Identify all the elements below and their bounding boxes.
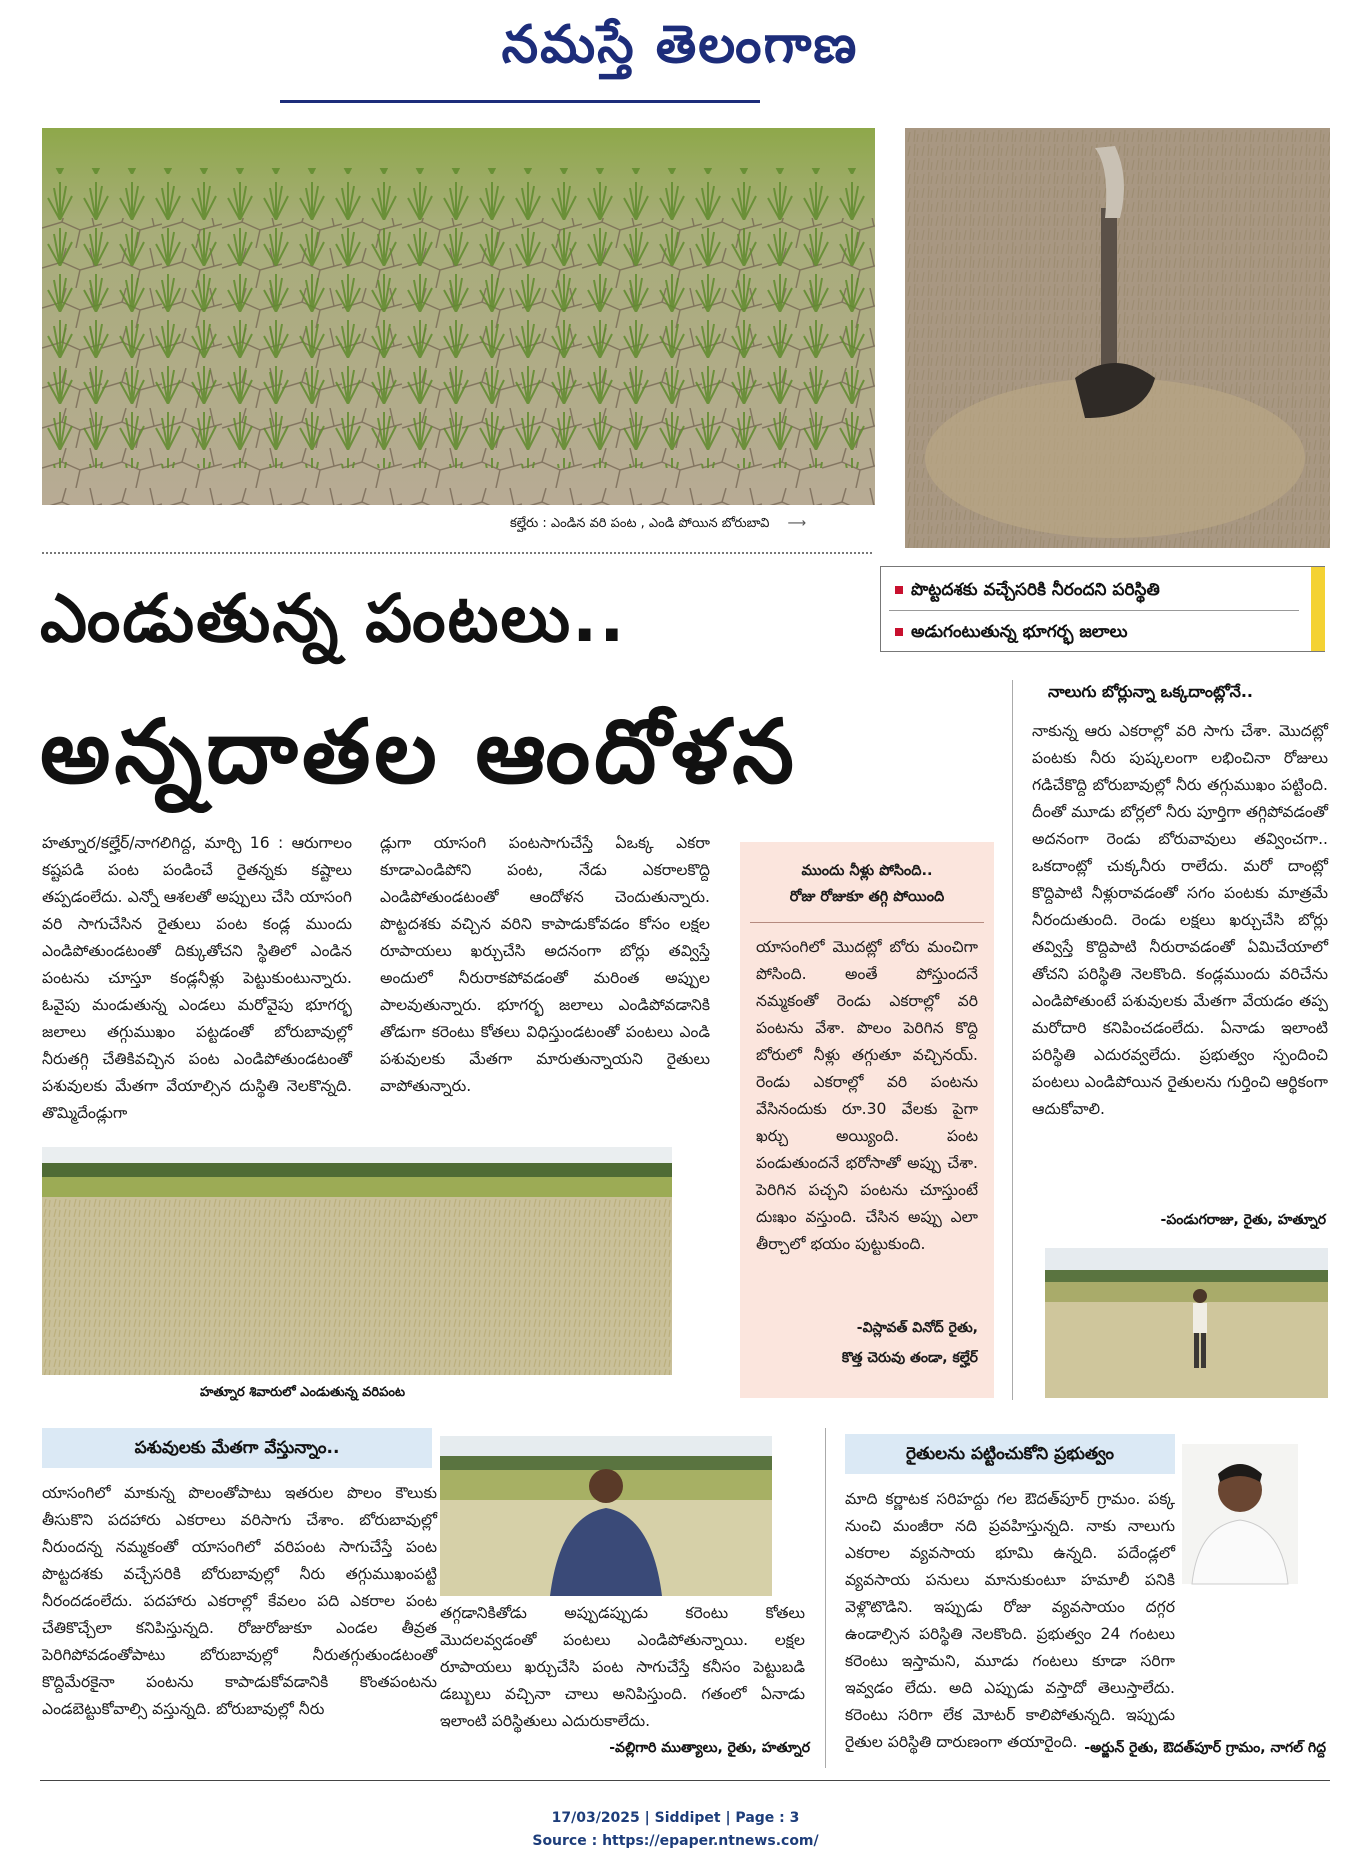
- bottom-left-text: యాసంగిలో మాకున్న పొలంతోపాటు ఇతరుల పొలం కౌలుకు తీసుకొని పదహారు ఎకరాలు వరిసాగు చేశాం. బోరుబావుల్లో నీరుందన్న నమ్మకంతో యాసంగిలో వరిపంట సాగుచేస్తే పంట పొట్టదశకు వచ్చేసరికి బోరుబావుల్లో నీరు తగ్గుముఖంపట్టి నీరందడంలేదు. పదహారు ఎకరాల్లో కేవలం పది ఎకరాల పంట చేతికొచ్చేలా కనిపిస్తున్నది. రోజురోజుకూ ఎండల తీవ్రత పెరిగిపోవడంతోపాటు బోరుబావుల్లో నీరుతగ్గుతుండటంతో కొద్దిమేరకైనా పంటను కాపాడుకోవడానికి కొంతపంటను ఎండబెట్టుకోవాల్సి వస్తున్నది. బోరుబావుల్లో నీరు: [42, 1484, 437, 1718]
- photo-drying-paddy-hatnoora: [42, 1147, 672, 1375]
- highlights-box: [880, 566, 1325, 652]
- right-story-byline: -పండుగరాజు, రైతు, హత్నూర: [1160, 1212, 1326, 1228]
- bottom-right-body: [845, 1486, 1175, 1751]
- main-story-col2: [380, 830, 710, 1130]
- photo-caption-top: [510, 516, 806, 534]
- section-head-government-neglect: రైతులను పట్టించుకోని ప్రభుత్వం: [845, 1434, 1175, 1474]
- bottom-left-byline: -వల్లిగారి ముత్యాలు, రైతు, హత్నూర: [609, 1740, 810, 1756]
- highlight-accent-bar: [1311, 567, 1325, 651]
- photo-farmer-muthyalu: [440, 1436, 772, 1596]
- photo-dried-borewell: [905, 128, 1330, 548]
- section-divider: [42, 552, 872, 554]
- farmer-quote-box-vinod: [740, 842, 994, 1398]
- quote-title-line1: ముందు నీళ్లు పోసింది..: [801, 863, 933, 879]
- quote-signature-place: కొత్త చెరువు తండా, కల్హేర్: [841, 1350, 978, 1366]
- highlight-separator: [889, 610, 1299, 611]
- quote-box-title: [740, 858, 994, 910]
- bottom-left-text-cont: తగ్గడానికితోడు అప్పుడప్పుడు కరెంటు కోతలు మొదలవ్వడంతో పంటలు ఎండిపోతున్నాయి. లక్షల రూపాయలు ఖర్చుచేసి పంట సాగుచేస్తే కనీసం పెట్టుబడి డబ్బులు వచ్చినా చాలు అనిపిస్తుంది. గతంలో ఏనాడు ఇలాంటి పరిస్థితులు ఎదురుకాలేదు.: [440, 1604, 805, 1730]
- highlight-item: అడుగంటుతున్న భూగర్భ జలాలు: [895, 622, 1128, 646]
- masthead-rule: [280, 100, 760, 103]
- headline-line2: అన్నదాతల ఆందోళన: [40, 700, 798, 803]
- bottom-right-byline: -అర్జున్ రైతు, ఔదత్‌పూర్ గ్రామం, నాగల్ గిద్ద: [1084, 1740, 1326, 1756]
- newspaper-logo: నమస్తే తెలంగాణ: [501, 14, 859, 75]
- photo-farmer-pandugaraju: [1045, 1248, 1328, 1398]
- photo-dried-paddy-field: [42, 128, 875, 505]
- column-divider: [1012, 680, 1013, 1400]
- quote-title-line2: రోజు రోజుకూ తగ్గి పోయింది: [789, 889, 945, 905]
- section-head-cattle-fodder: పశువులకు మేతగా వేస్తున్నాం..: [42, 1428, 432, 1468]
- bottom-left-body: [42, 1480, 437, 1752]
- main-story-text: డ్లుగా యాసంగి పంటసాగుచేస్తే ఏఒక్క ఎకరా కూడాఎండిపోని పంట, నేడు ఎకరాలకొద్ది ఎండిపోతుండటంతో ఆందోళన చెందుతున్నారు. పొట్టదశకు వచ్చిన వరిని కాపాడుకోవడం కోసం లక్షల రూపాయలు ఖర్చుచేసి అదనంగా బోర్లు తవ్విస్తే అందులో నీరురాకపోవడంతో మరింత అప్పుల పాలవుతున్నారు. భూగర్భ జలాలు ఎండిపోవడానికి తోడుగా కరెంటు కోతలు విధిస్తుండటంతో పంటలు ఎండి పశువులకు మేతగా మారుతున్నాయని రైతులు వాపోతున్నారు.: [380, 834, 710, 1095]
- photo-caption-middle: హత్నూర శివారులో ఎండుతున్న వరిపంట: [200, 1385, 406, 1400]
- bottom-right-text: మాది కర్ణాటక సరిహద్దు గల ఔదత్‌పూర్ గ్రామం. పక్క నుంచి మంజీరా నది ప్రవహిస్తున్నది. నాకు నాలుగు ఎకరాల వ్యవసాయ భూమి ఉన్నది. పదేండ్లలో వ్యవసాయ పనులు మానుకుంటూ హమాలీ పనికి వెళ్లొటొడిని. ఇప్పుడు రోజు వ్యవసాయం దగ్గర ఉండాల్సిన పరిస్థితి నెలకొంది. ప్రభుత్వం 24 గంటలు కరెంటు ఇస్తామని, మూడు గంటలు కూడా సరిగా ఇవ్వడం లేదు. అది ఎప్పుడు వస్తాదో తెలుస్తాలేదు. కరెంటు సరిగా లేక మోటర్ కాలిపోతున్నది. ఇప్పుడు రైతుల పరిస్థితి దారుణంగా తయారైంది.: [845, 1490, 1175, 1751]
- right-story-text: నాకున్న ఆరు ఎకరాల్లో వరి సాగు చేశా. మొదట్లో పంటకు నీరు పుష్కలంగా లభించినా రోజులు గడిచేకొద్ది బోరుబావుల్లో నీరు తగ్గుముఖం పట్టింది. దీంతో మూడు బోర్లలో నీరు పూర్తిగా తగ్గిపోవడంతో అదనంగా రెండు బోరువావులు తవ్వించగా.. ఒకదాంట్లో చుక్కనీరు రాలేదు. మరో దాంట్లో కొద్దిపాటి నీళ్లురావడంతో సగం పంటకు మాత్రమే నీరందుతుంది. రెండు లక్షలు ఖర్చుచేసి బోర్లు తవ్విస్తే కొద్దిపాటి నీరురావడంతో ఏమిచేయాలో తోచని పరిస్థితి నెలకొంది. కండ్లముందు వరిచేను ఎండిపోతుంటే పశువులకు మేతగా వేయడం తప్ప మరోదారి కనిపించడంలేదు. ఏనాడు ఇలాంటి పరిస్థితి ఎదురవ్వలేదు. ప్రభుత్వం స్పందించి పంటలు ఎండిపోయిన రైతులను గుర్తించి ఆర్థికంగా ఆదుకోవాలి.: [1032, 722, 1328, 1118]
- right-story-subhead: నాలుగు బోర్లున్నా ఒక్కదాంట్లోనే..: [1048, 682, 1253, 701]
- right-story-body: [1032, 718, 1328, 1208]
- main-story-text: హత్నూర/కల్హేర్/నాగలిగిద్ద, మార్చి 16 : ఆరుగాలం కష్టపడి పంట పండించే రైతన్నకు కష్టాలు తప్పడంలేదు. ఎన్నో ఆశలతో అప్పులు చేసి యాసంగి వరి సాగుచేసిన రైతులు పంట కండ్ల ముందు ఎండిపోతుండటంతో దిక్కుతోచని స్థితిలో ఎండిన పంటను చూస్తూ కండ్లనీళ్లు పెట్టుకుంటున్నారు. ఓవైపు మండుతున్న ఎండలు మరోవైపు భూగర్భ జలాలు తగ్గుముఖం పట్టడంతో బోరుబావుల్లో నీరుతగ్గి చేతికివచ్చిన పంట ఎండిపోతుండటంతో పశువులకు మేతగా వేయాల్సిన దుస్థితి నెలకొన్నది. తొమ్మిదేండ్లుగా: [42, 834, 352, 1122]
- photo-farmer-arjun: [1182, 1444, 1298, 1584]
- quote-signature: -విస్లావత్ వినోద్ రైతు,: [856, 1320, 978, 1336]
- footer-source: Source : https://epaper.ntnews.com/: [532, 1833, 819, 1849]
- column-divider: [825, 1428, 826, 1768]
- bottom-left-body-continued: [440, 1600, 805, 1730]
- footer-date-edition: 17/03/2025 | Siddipet | Page : 3: [551, 1810, 800, 1826]
- masthead: [0, 0, 1351, 110]
- quote-body: యాసంగిలో మొదట్లో బోరు మంచిగా పోసింది. అంతే పోస్తుందనే నమ్మకంతో రెండు ఎకరాల్లో వరి పంటను వేశా. పొలం పెరిగిన కొద్ది బోరులో నీళ్లు తగ్గుతూ వచ్చినయ్. రెండు ఎకరాల్లో వరి పంటను వేసినందుకు రూ.30 వేలకు పైగా ఖర్చు అయ్యింది. పంట పండుతుందనే భరోసాతో అప్పు చేశా. పెరిగిన పచ్చని పంటను చూస్తుంటే దుఃఖం వస్తుంది. చేసిన అప్పు ఎలా తీర్చాలో భయం పుట్టుకుంది.: [756, 938, 978, 1253]
- main-story-col1: [42, 830, 352, 1140]
- highlight-item: పొట్టదశకు వచ్చేసరికి నీరందని పరిస్థితి: [895, 580, 1160, 604]
- footer-rule: [40, 1780, 1330, 1781]
- headline-line1: ఎండుతున్న పంటలు..: [40, 580, 627, 657]
- arrow-right-icon: ⟶: [787, 516, 807, 531]
- caption-text: కల్హేరు : ఎండిన వరి పంట , ఎండి పోయిన బోరుబావి: [510, 516, 770, 531]
- quote-title-rule: [750, 922, 984, 923]
